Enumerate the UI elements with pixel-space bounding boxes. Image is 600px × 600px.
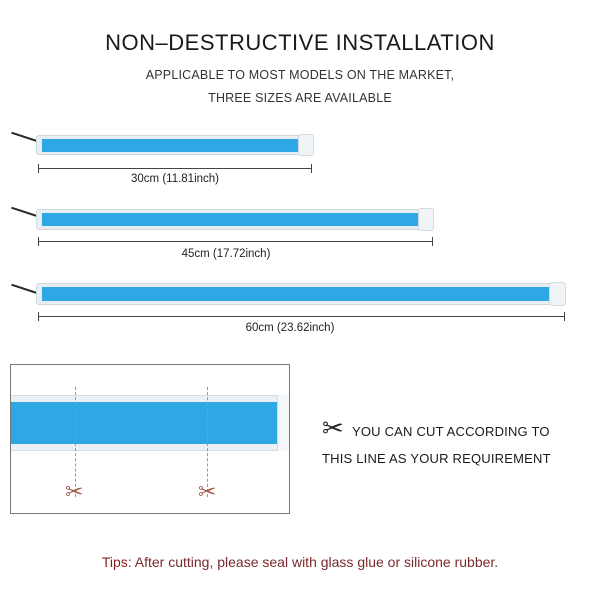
measure-tick-right [311,164,312,173]
measure-tick-left [38,237,39,246]
cut-detail-panel [10,364,290,514]
strip-end-cap [298,134,314,156]
strip-end-cap [418,208,434,231]
scissors-icon: ✂ [198,479,217,504]
detail-strip-led [10,402,279,444]
tips-body: After cutting, please seal with glass glue or silicone rubber. [131,554,499,570]
measure-tick-left [38,164,39,173]
strip-led [42,139,300,152]
strip-size-label: 45cm (17.72inch) [181,248,271,260]
subtitle-line-1: APPLICABLE TO MOST MODELS ON THE MARKET, [145,68,455,82]
tips-label: Tips: [101,554,132,570]
measure-line [38,241,433,242]
strip-size-label: 60cm (23.62inch) [245,322,335,334]
cut-instruction-line-2: THIS LINE AS YOUR REQUIREMENT [322,451,551,466]
detail-strip-end-cap [277,395,290,451]
tips-text [0,554,600,570]
scissors-icon: ✂ [322,413,344,443]
measure-line [38,168,312,169]
measure-line [38,316,565,317]
measure-tick-right [432,237,433,246]
strip-led [42,213,420,226]
scissors-icon: ✂ [65,479,84,504]
strip-size-label: 30cm (11.81inch) [131,173,219,185]
subtitle-line-2: THREE SIZES ARE AVAILABLE [208,91,392,105]
strip-end-cap [549,282,566,306]
measure-tick-right [564,312,565,321]
measure-tick-left [38,312,39,321]
strip-led [42,287,550,301]
page-title: NON–DESTRUCTIVE INSTALLATION [105,30,495,55]
cut-instruction-line-1: YOU CAN CUT ACCORDING TO [352,424,550,439]
